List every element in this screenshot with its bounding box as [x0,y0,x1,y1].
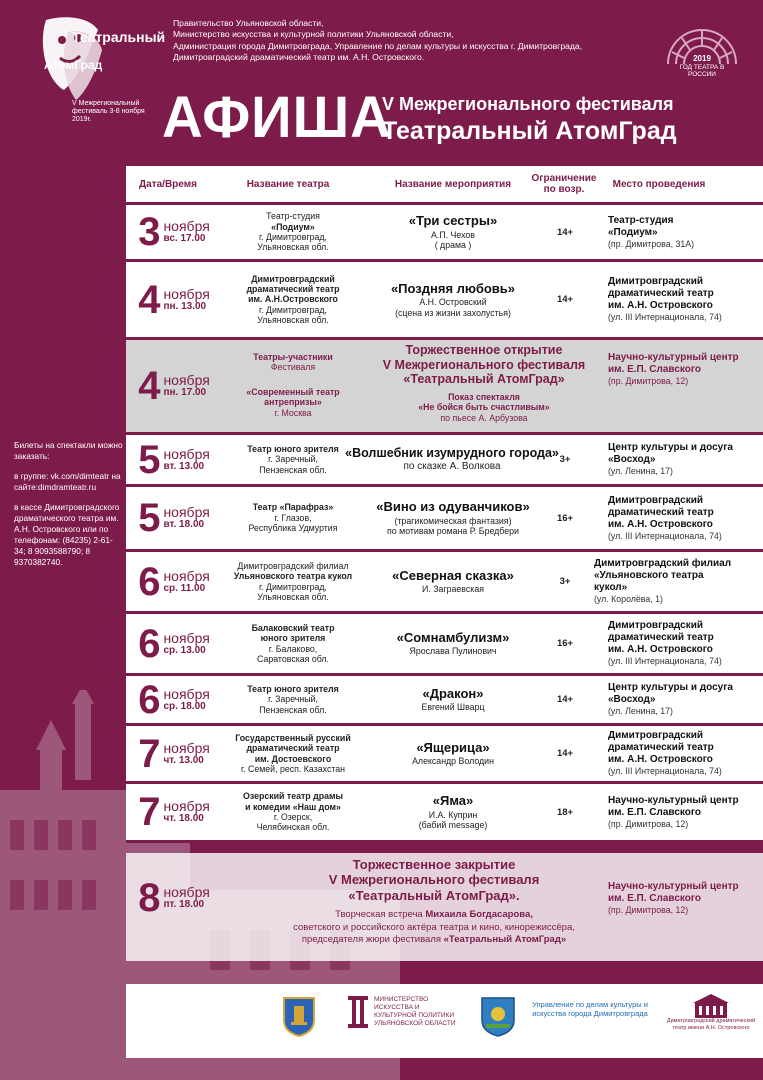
column-icon [346,994,370,1030]
theatre-cell [222,552,364,611]
venue-line: драматический театр [608,288,714,300]
table-row [126,549,763,611]
table-header [126,166,763,202]
day-number: 4 [138,277,161,322]
venue-address: (пр. Димитрова, 12) [608,818,689,829]
table-row [126,202,763,259]
opening-show [364,392,604,423]
table-row [126,723,763,781]
theatre-line: Ульяновская обл. [257,315,329,326]
event-line: по мотивам романа Р. Бредбери [387,526,519,537]
date-cell [126,726,222,781]
time: ср. 13.00 [163,644,206,656]
theatre-line: Фестиваля [270,362,316,373]
age-rating: 14+ [556,748,574,759]
age-rating: 16+ [556,638,574,649]
date-cell [126,614,222,673]
venue-line: им. Е.П. Славского [608,892,702,904]
venue-address: (ул. Королёва, 1) [594,594,663,605]
theatre-cell [222,262,364,337]
col-event: Название мероприятия [394,178,512,190]
table-row [126,611,763,673]
age-rating: 14+ [556,226,574,238]
table-row [126,259,763,337]
opening-sub-line: «Не бойся быть счастливым» [418,402,550,413]
venue-line: драматический театр [608,632,714,644]
day-number: 8 [138,876,161,920]
time: вс. 17.00 [163,233,206,245]
theatre-line: антрепризы» [264,397,322,408]
table-row [126,432,763,484]
age-rating: 14+ [556,294,574,305]
date-cell [126,853,222,943]
event-title: «Дракон» [422,686,484,702]
venue-line: Научно-культурный центр [608,880,739,892]
time: чт. 18.00 [163,813,204,825]
date-cell [126,784,222,840]
theatre-cell [222,676,364,723]
festival-title-line2: Театральный АтомГрад [382,117,677,145]
venue-cell [588,340,763,432]
year-badge-text [662,54,742,79]
theatre-line: Театр-студия [266,211,320,222]
venue-address: (ул. III Интернационала, 74) [608,312,722,323]
theatre-line: Театр юного зрителя [247,443,339,454]
theatre-cell [222,340,364,432]
theatre-line: Озерский театр драмы [242,791,343,802]
month: ноября [163,445,210,462]
closing-sub-festival: «Театральный АтомГрад» [443,934,567,946]
age-rating: 3+ [559,454,571,465]
venue-address: (пр. Димитрова, 12) [608,376,689,386]
venue-line: Центр культуры и досуга [608,682,733,694]
date-cell [126,205,222,259]
theatre-line: Республика Удмуртия [248,523,338,534]
event-title: «Три сестры» [408,213,498,229]
event-title: «Поздняя любовь» [390,280,516,296]
theatre-line: Челябинская обл. [256,822,330,833]
theatre-line: Театр юного зрителя [247,683,339,694]
region-coat-of-arms-icon [282,994,316,1038]
event-line: по сказке А. Волкова [403,461,501,473]
closing-line: «Театральный АтомГрад». [348,887,520,903]
age-rating: 14+ [556,694,574,705]
organizer-line: Администрация города Димитровграда, Управление по делам культуры и искусства г. Димитровграда, [173,40,583,51]
date-cell [126,262,222,337]
event-cell [364,676,542,723]
event-cell [364,614,542,673]
theatre-line: Пензенская обл. [259,464,327,475]
festival-title [382,94,677,146]
closing-title [254,857,614,903]
venue-address: (ул. Ленина, 17) [608,466,673,477]
event-title: «Сомнамбулизм» [396,630,510,646]
venue-cell [588,205,763,259]
venue-cell [588,676,763,723]
theatre-line: г. Москва [274,407,312,418]
tickets-text: Билеты на спектакли можно заказать: [14,440,123,462]
event-cell [364,487,542,549]
tickets-info [14,440,124,577]
day-number: 5 [138,496,161,540]
venue-cell [588,487,763,549]
event-cell [364,262,542,337]
closing-line: V Межрегионального фестиваля [328,872,540,888]
closing-description [244,909,624,947]
venue-line: Театр-студия [608,214,674,226]
venue-line: Димитровградский филиал [594,558,732,570]
event-cell [364,726,542,781]
event-line: А.П. Чехов [431,229,475,240]
theatre-line: и комедии «Наш дом» [245,801,341,812]
venue-address: (пр. Димитрова, 31А) [608,238,695,249]
event-cell [364,205,542,259]
theatre-line: Балаковский театр [251,622,335,633]
theatre-line: Театры-участники [253,352,333,362]
department-logo [528,1000,652,1018]
venue-line: Димитровградский [608,620,703,632]
theatre-line: Ульяновская обл. [257,591,329,602]
event-line: Александр Володин [412,756,494,767]
month: ноября [163,567,210,584]
theatre-cell [222,784,364,840]
venue-cell [588,552,763,611]
venue-line: им. А.Н. Островского [608,518,713,530]
closing-ceremony [126,853,763,961]
day-number: 6 [138,677,161,722]
festival-note: V Межрегиональный фестиваль 3-8 ноября 2019г. [72,100,145,124]
age-rating: 3+ [559,576,571,587]
drama-theatre-logo [664,994,758,1031]
venue-address: (ул. Ленина, 17) [608,706,673,717]
venue-line: «Восход» [608,454,656,466]
col-age: Ограничение по возр. [531,173,597,195]
venue-line: Научно-культурный центр [608,352,739,363]
venue-cell [588,726,763,781]
theatre-line: г. Заречный, [268,694,318,705]
ministry-text: МИНИСТЕРСТВО ИСКУССТВА И КУЛЬТУРНОЙ ПОЛИТИКИ УЛЬЯНОВСКОЙ ОБЛАСТИ [374,996,456,1027]
venue-cell [588,614,763,673]
drama-theatre-text: Димитровградский драматический театр имени А.Н. Островского [666,1018,756,1031]
venue-line: драматический театр [608,506,714,518]
opening-line: «Театральный АтомГрад» [403,372,565,387]
closing-line: Торжественное закрытие [352,857,516,872]
month: ноября [163,285,210,302]
date-cell [126,435,222,484]
col-theatre: Название театра [246,178,330,190]
table-row-opening [126,337,763,432]
day-number: 6 [138,559,161,604]
organizer-line: Правительство Ульяновской области, [173,18,324,28]
date-cell [126,676,222,723]
theatre-line: Пензенская обл. [259,704,327,715]
venue-line: Димитровградский [608,276,703,288]
theatre-cell [222,614,364,673]
month: ноября [163,629,210,646]
day-number: 3 [138,210,161,254]
theatre-building-icon [691,994,731,1018]
event-line: Ярослава Пулинович [409,646,497,657]
organizer-line: Министерство искусства и культурной политики Ульяновской области, [173,29,454,40]
theatre-line: им. А.Н.Островского [248,294,338,305]
day-number: 6 [138,621,161,666]
table-row [126,781,763,843]
year-number: 2019 [693,54,711,63]
venue-line: Димитровградский [608,494,703,506]
theatre-line: Саратовская обл. [257,653,329,664]
logo-title: Театральный [72,29,166,45]
venue-cell [588,262,763,337]
time: чт. 13.00 [163,754,204,766]
festival-title-line1: V Межрегионального фестиваля [382,94,674,114]
day-number: 7 [138,731,161,776]
table-row [126,484,763,549]
logo-subtitle: АтомГрад [44,58,103,72]
venue-line: кукол» [594,582,628,594]
opening-sub-line: по пьесе А. Арбузова [440,412,528,423]
city-coat-of-arms-icon [480,996,516,1038]
opening-title [364,343,604,387]
venue-address: (ул. III Интернационала, 74) [608,656,722,667]
venue-address: (пр. Димитрова, 12) [608,904,689,915]
event-line: (сцена из жизни захолустья) [395,307,511,318]
venue-line: им. Е.П. Славского [608,806,702,818]
year-caption: ГОД ТЕАТРА В РОССИИ [679,63,725,79]
department-text: Управление по делам культуры и искусства города Димитровграда [532,1000,648,1018]
col-venue: Место проведения [612,178,706,190]
theatre-line: юного зрителя [260,633,326,644]
date-cell [126,487,222,549]
closing-sub-text: Творческая встреча [335,909,423,920]
event-title: «Северная сказка» [392,568,514,584]
time: пн. 13.00 [163,300,207,312]
theatre-line: Димитровградский филиал [237,560,349,571]
day-number: 7 [138,790,161,834]
time: вт. 18.00 [163,519,205,531]
closing-sub-text: председателя жюри фестиваля [301,934,441,946]
venue-line: Центр культуры и досуга [608,442,733,454]
page-title: АФИША [162,85,392,150]
event-line: Евгений Шварц [421,702,485,713]
venue-line: Димитровградский [608,730,703,742]
opening-line: Торжественное открытие [405,343,563,357]
organizer-line: Димитровградский драматический театр им. А.Н. Островского. [173,52,425,63]
venue-line: им. А.Н. Островского [608,300,713,312]
venue-cell [588,435,763,484]
month: ноября [163,504,210,521]
opening-line: V Межрегионального фестиваля [382,357,586,372]
venue-line: им. А.Н. Островского [608,644,713,656]
theatre-line: г. Заречный, [268,454,318,465]
ministry-logo [346,994,456,1030]
schedule-table [126,166,763,843]
venue-address: (ул. III Интернационала, 74) [608,766,722,777]
theatre-cell [222,726,364,781]
time: пт. 18.00 [163,899,205,911]
age-rating: 16+ [556,512,574,524]
theatre-line: Театр «Парафраз» [252,502,334,513]
footer-logos [0,970,763,1080]
date-cell [126,552,222,611]
venue-line: «Ульяновского театра [594,570,704,582]
venue-line: «Восход» [608,694,656,706]
theatre-line: г. Димитровград, [259,304,327,315]
month: ноября [163,685,210,702]
event-cell [345,435,559,484]
venue-address: (ул. III Интернационала, 74) [608,530,722,541]
col-date: Дата/Время [139,178,197,190]
month: ноября [163,739,210,756]
theatre-line: Димитровградский [251,273,335,284]
theatre-cell [222,487,364,549]
day-number: 4 [138,364,161,408]
theatre-line: г. Димитровград, [259,581,327,592]
event-title: «Ящерица» [416,740,490,756]
month: ноября [163,884,210,901]
event-line: А.Н. Островский [419,297,487,308]
event-cell [364,784,542,840]
theatre-line: г. Семей, респ. Казахстан [240,763,346,774]
theatre-line: г. Димитровград, [259,232,327,242]
tickets-box-office: в кассе Димитровградского драматического театра им. А.Н. Островского или по телефонам: (84235) 2-61-34; 8 9093588790; 8 9370382740. [14,502,120,568]
time: пн. 17.00 [163,387,207,399]
event-line: И. Заграевская [422,584,484,595]
theatre-cell [222,435,364,484]
event-title: «Вино из одуванчиков» [376,499,530,515]
venue-cell [588,784,763,840]
theatre-line: драматический театр [246,283,340,294]
theatre-line: Ульяновская обл. [257,242,329,253]
event-line: ( драма ) [434,240,472,251]
closing-sub-text: советского и российского актёра театра и кино, кинорежиссёра, [293,921,575,933]
age-rating: 18+ [556,806,574,818]
theatre-cell [222,205,364,259]
theatre-line: им. Достоевского [254,753,332,764]
table-row [126,673,763,723]
event-cell [364,552,542,611]
event-title: «Яма» [432,793,474,809]
venue-line: им. Е.П. Славского [608,364,702,375]
time: вт. 13.00 [163,460,205,472]
venue-cell [588,853,763,943]
event-line: И.А. Куприн [428,809,478,820]
theatre-line: «Подиум» [271,221,315,232]
theatre-line: драматический театр [246,743,340,754]
month: ноября [163,798,210,815]
month: ноября [163,218,210,235]
theatre-line: г. Балаково, [268,643,318,654]
venue-line: драматический театр [608,742,714,754]
time: ср. 11.00 [163,582,206,594]
theatre-line: г. Озерск, [273,812,313,822]
day-number: 5 [138,437,161,482]
event-line: (бабий message) [418,820,488,831]
theatre-line: «Современный театр [246,386,340,397]
theatre-line: Ульяновского театра кукол [233,571,353,582]
month: ноября [163,372,210,389]
event-line: (трагикомическая фантазия) [394,515,512,526]
closing-sub-name: Михаила Богдасарова, [425,909,533,920]
event-title: «Волшебник изумрудного города» [345,445,559,460]
organizers [173,18,653,63]
theatre-line: Государственный русский [235,732,351,743]
tickets-online: в группе: vk.com/dimteatr на сайте:dimdramteatr.ru [14,471,121,493]
venue-line: «Подиум» [608,226,658,238]
theatre-line: г. Глазов, [274,512,312,523]
date-cell [126,340,222,432]
venue-line: им. А.Н. Островского [608,754,713,766]
time: ср. 18.00 [163,700,206,712]
opening-sub-line: Показ спектакля [448,392,520,402]
venue-line: Научно-культурный центр [608,794,739,806]
